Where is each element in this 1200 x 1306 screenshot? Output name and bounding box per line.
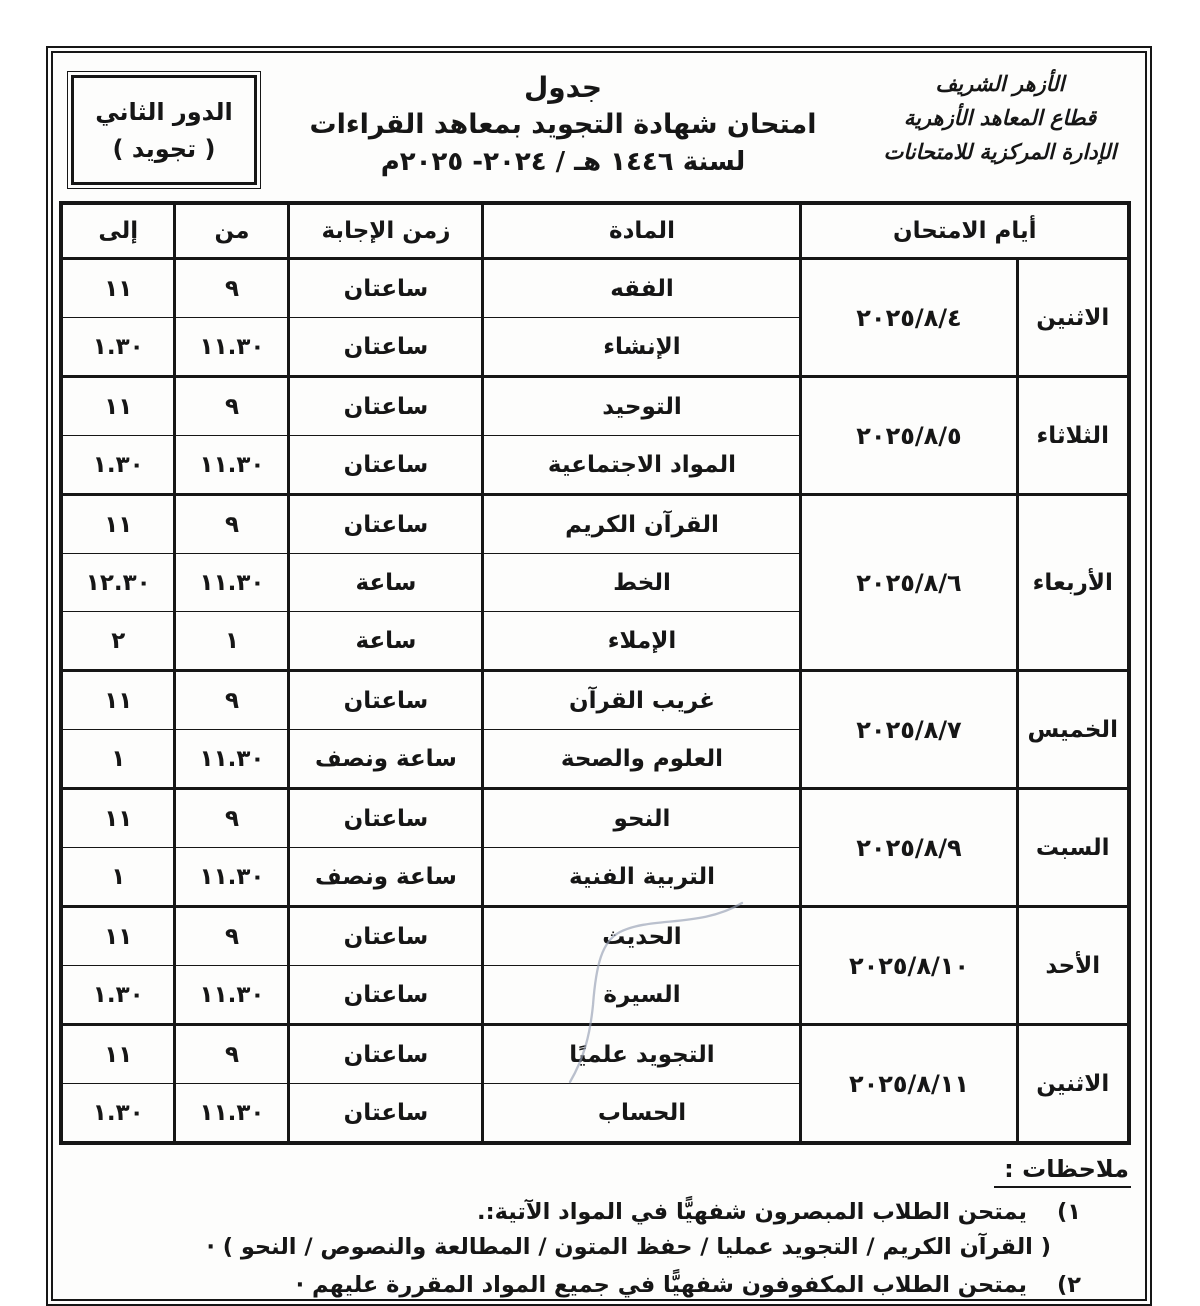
to-time-cell: ١٢.٣٠ <box>61 554 175 612</box>
subject-cell: النحو <box>483 789 801 848</box>
note-number: ١) <box>1056 1199 1081 1225</box>
exam-date-cell: ٢٠٢٥/٨/٧ <box>801 671 1017 789</box>
from-time-cell: ١ <box>175 612 289 671</box>
day-name-cell: الأحد <box>1017 907 1129 1025</box>
from-time-cell: ١١.٣٠ <box>175 318 289 377</box>
letterhead-line1: الأزهر الشريف <box>935 72 1065 96</box>
note-item <box>67 1195 1131 1265</box>
from-time-cell: ٩ <box>175 377 289 436</box>
title-year: لسنة ١٤٤٦ هـ / ٢٠٢٤- ٢٠٢٥م <box>380 147 746 177</box>
notes-heading: ملاحظات : <box>994 1155 1131 1188</box>
exam-date-cell: ٢٠٢٥/٨/٦ <box>801 495 1017 671</box>
subject-cell: المواد الاجتماعية <box>483 436 801 495</box>
duration-cell: ساعتان <box>289 259 483 318</box>
letterhead-line3: الإدارة المركزية للامتحانات <box>883 140 1117 165</box>
day-name-cell: الثلاثاء <box>1017 377 1129 495</box>
to-time-cell: ٢ <box>61 612 175 671</box>
notes-section <box>67 1155 1131 1303</box>
exam-date-cell: ٢٠٢٥/٨/٩ <box>801 789 1017 907</box>
day-name-cell: الخميس <box>1017 671 1129 789</box>
subject-row <box>61 671 1129 730</box>
to-time-cell: ١١ <box>61 671 175 730</box>
from-time-cell: ٩ <box>175 789 289 848</box>
from-time-cell: ٩ <box>175 671 289 730</box>
note-line: يمتحن الطلاب المكفوفون شفهيًّا في جميع المواد المقررة عليهم · <box>295 1272 1027 1298</box>
exam-date-cell: ٢٠٢٥/٨/٥ <box>801 377 1017 495</box>
duration-cell: ساعتان <box>289 789 483 848</box>
exam-date-cell: ٢٠٢٥/٨/١٠ <box>801 907 1017 1025</box>
from-time-cell: ٩ <box>175 259 289 318</box>
from-time-cell: ١١.٣٠ <box>175 966 289 1025</box>
subject-row <box>61 259 1129 318</box>
letterhead-line2: قطاع المعاهد الأزهرية <box>903 106 1097 131</box>
subject-cell: الحديث <box>483 907 801 966</box>
col-header-duration: زمن الإجابة <box>289 203 483 259</box>
from-time-cell: ١١.٣٠ <box>175 436 289 495</box>
exam-schedule-table <box>59 201 1131 1145</box>
note-text <box>206 1195 1051 1265</box>
note-number: ٢) <box>1056 1272 1081 1298</box>
note-text <box>296 1268 1027 1303</box>
duration-cell: ساعتان <box>289 671 483 730</box>
subject-cell: القرآن الكريم <box>483 495 801 554</box>
day-name-cell: الاثنين <box>1017 259 1129 377</box>
subject-cell: الإنشاء <box>483 318 801 377</box>
round-box <box>71 75 257 185</box>
to-time-cell: ١.٣٠ <box>61 436 175 495</box>
subject-cell: الخط <box>483 554 801 612</box>
to-time-cell: ١.٣٠ <box>61 966 175 1025</box>
subject-cell: السيرة <box>483 966 801 1025</box>
to-time-cell: ١١ <box>61 377 175 436</box>
duration-cell: ساعتان <box>289 1084 483 1144</box>
to-time-cell: ١١ <box>61 495 175 554</box>
duration-cell: ساعتان <box>289 907 483 966</box>
header <box>67 65 1131 185</box>
from-time-cell: ٩ <box>175 1025 289 1084</box>
duration-cell: ساعتان <box>289 318 483 377</box>
col-header-exam-days: أيام الامتحان <box>801 203 1129 259</box>
from-time-cell: ١١.٣٠ <box>175 1084 289 1144</box>
duration-cell: ساعة <box>289 554 483 612</box>
duration-cell: ساعة ونصف <box>289 730 483 789</box>
schedule-table-body <box>61 259 1129 1144</box>
subject-cell: التجويد علميًا <box>483 1025 801 1084</box>
duration-cell: ساعتان <box>289 495 483 554</box>
subject-cell: التوحيد <box>483 377 801 436</box>
day-name-cell: السبت <box>1017 789 1129 907</box>
note-line: يمتحن الطلاب المبصرون شفهيًّا في المواد الآتية:. <box>477 1199 1027 1225</box>
col-header-from: من <box>175 203 289 259</box>
subject-row <box>61 789 1129 848</box>
subject-cell: العلوم والصحة <box>483 730 801 789</box>
duration-cell: ساعة ونصف <box>289 848 483 907</box>
duration-cell: ساعة <box>289 612 483 671</box>
notes-list <box>67 1195 1131 1303</box>
duration-cell: ساعتان <box>289 436 483 495</box>
col-header-to: إلى <box>61 203 175 259</box>
subject-row <box>61 907 1129 966</box>
to-time-cell: ١١ <box>61 907 175 966</box>
to-time-cell: ١١ <box>61 1025 175 1084</box>
from-time-cell: ١١.٣٠ <box>175 554 289 612</box>
day-name-cell: الأربعاء <box>1017 495 1129 671</box>
to-time-cell: ١١ <box>61 789 175 848</box>
title-word-schedule: جدول <box>523 71 603 104</box>
note-line-continuation: ( القرآن الكريم / التجويد عمليا / حفظ المتون / المطالعة والنصوص / النحو ) · <box>206 1234 1051 1260</box>
to-time-cell: ١.٣٠ <box>61 1084 175 1144</box>
subject-row <box>61 377 1129 436</box>
subject-cell: الحساب <box>483 1084 801 1144</box>
table-header-row <box>61 203 1129 259</box>
to-time-cell: ١ <box>61 730 175 789</box>
day-name-cell: الاثنين <box>1017 1025 1129 1144</box>
duration-cell: ساعتان <box>289 377 483 436</box>
letterhead <box>869 65 1131 169</box>
from-time-cell: ٩ <box>175 495 289 554</box>
to-time-cell: ١.٣٠ <box>61 318 175 377</box>
subject-cell: التربية الفنية <box>483 848 801 907</box>
duration-cell: ساعتان <box>289 1025 483 1084</box>
round-box-line1: الدور الثاني <box>95 97 233 126</box>
subject-cell: غريب القرآن <box>483 671 801 730</box>
document-title <box>257 65 869 177</box>
exam-date-cell: ٢٠٢٥/٨/١١ <box>801 1025 1017 1144</box>
note-item <box>67 1268 1131 1303</box>
col-header-subject: المادة <box>483 203 801 259</box>
subject-row <box>61 1025 1129 1084</box>
duration-cell: ساعتان <box>289 966 483 1025</box>
page-frame <box>46 46 1152 1306</box>
subject-row <box>61 495 1129 554</box>
exam-date-cell: ٢٠٢٥/٨/٤ <box>801 259 1017 377</box>
from-time-cell: ١١.٣٠ <box>175 848 289 907</box>
from-time-cell: ٩ <box>175 907 289 966</box>
to-time-cell: ١١ <box>61 259 175 318</box>
from-time-cell: ١١.٣٠ <box>175 730 289 789</box>
title-exam-name: امتحان شهادة التجويد بمعاهد القراءات <box>309 109 817 140</box>
subject-cell: الإملاء <box>483 612 801 671</box>
to-time-cell: ١ <box>61 848 175 907</box>
round-box-line2: ( تجويد ) <box>112 134 216 163</box>
subject-cell: الفقه <box>483 259 801 318</box>
